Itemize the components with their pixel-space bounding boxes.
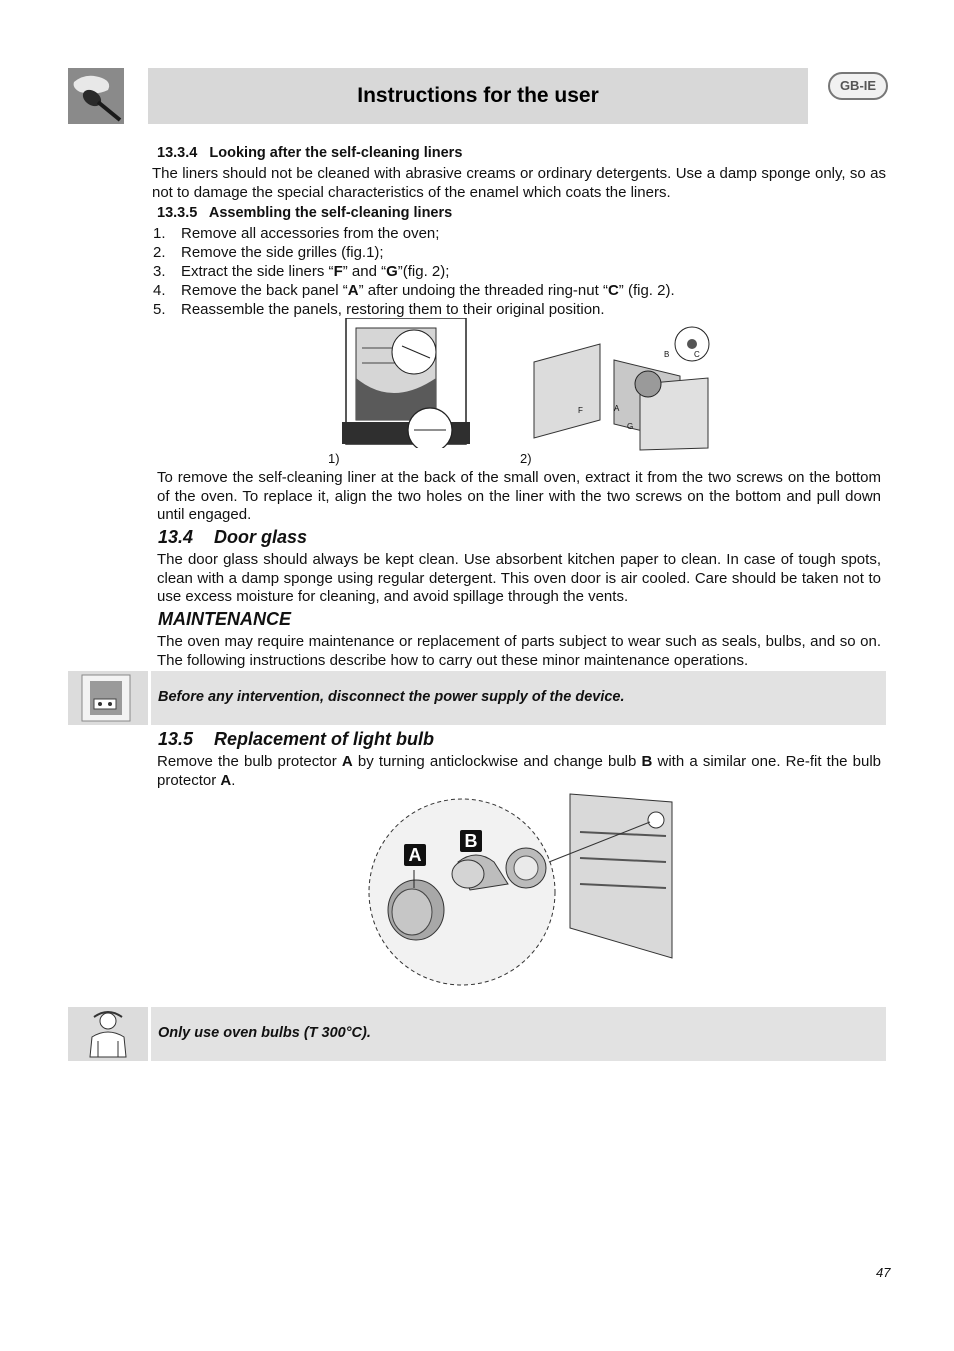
liner-back-text: To remove the self-cleaning liner at the back of the small oven, extract it from the two screws on the bottom of the oven. To replace it, align the two holes on the liner with the two screws on the bottom and pull down until engaged. xyxy=(157,469,881,523)
bulb-replacement-illustration xyxy=(366,792,674,992)
label-g: G xyxy=(627,422,634,431)
maintenance-text: The oven may require maintenance or replacement of parts subject to wear such as seals, bulbs, and so on. The following instructions describe how to carry out these minor maintenance operations. xyxy=(157,633,881,669)
bulb-warning-text: Only use oven bulbs (T 300°C). xyxy=(158,1025,371,1041)
technician-icon xyxy=(68,1007,148,1061)
bulb-protector-label-a: A xyxy=(408,845,422,865)
section-13-4-heading: 13.4 Door glass xyxy=(158,527,308,547)
maintenance-heading: MAINTENANCE xyxy=(158,609,291,629)
power-warning-box xyxy=(68,671,886,725)
side-liners-illustration xyxy=(530,324,714,452)
list-item: 4. Remove the back panel “A” after undoing the threaded ring-nut “C” (fig. 2). xyxy=(153,282,675,299)
chef-spoon-icon xyxy=(68,68,124,124)
header-bar xyxy=(148,68,808,124)
bulb-warning-box xyxy=(68,1007,886,1061)
assembly-steps-list xyxy=(153,224,675,319)
section-13-5-text: Remove the bulb protector A by turning anticlockwise and change bulb B with a similar one. Re-fit the bulb protector A. xyxy=(157,753,882,789)
label-a: A xyxy=(614,404,620,413)
oven-interior-illustration xyxy=(342,318,470,448)
section-13-3-4-text: The liners should not be cleaned with abrasive creams or ordinary detergents. Use a damp sponge only, so as not to damage the special characteristics of the enamel which coats the liners. xyxy=(152,165,886,201)
list-item: 1. Remove all accessories from the oven; xyxy=(153,225,440,242)
bulb-label-b: B xyxy=(464,831,478,851)
label-c: C xyxy=(694,350,700,359)
warning-icon-cell xyxy=(68,671,151,725)
warning-icon-cell xyxy=(68,1007,151,1061)
figure-1-label: 1) xyxy=(328,451,340,466)
section-13-5-heading: 13.5 Replacement of light bulb xyxy=(158,729,435,749)
list-item: 5. Reassemble the panels, restoring them to their original position. xyxy=(153,301,605,318)
figure-2-side-liners xyxy=(530,324,714,452)
page-number: 47 xyxy=(876,1265,891,1280)
section-13-3-5-heading: 13.3.5 Assembling the self-cleaning liners xyxy=(157,205,453,221)
list-item: 3. Extract the side liners “F” and “G”(fig. 2); xyxy=(153,263,450,280)
brand-logo xyxy=(68,68,124,124)
light-bulb-figure xyxy=(366,792,674,992)
power-warning-text: Before any intervention, disconnect the power supply of the device. xyxy=(158,689,625,705)
list-item: 2. Remove the side grilles (fig.1); xyxy=(153,244,384,261)
page-title: Instructions for the user xyxy=(357,84,599,107)
label-f: F xyxy=(578,406,583,415)
section-13-4-text: The door glass should always be kept clean. Use absorbent kitchen paper to clean. In case of tough spots, clean with a damp sponge using regular detergent. This oven door is air cooled. Care should be taken not to use excess moisture for cleaning, and avoid spillage through the vents. xyxy=(157,551,881,605)
figure-1-oven-grilles xyxy=(342,318,470,448)
power-socket-icon xyxy=(68,671,148,725)
language-badge: GB-IE xyxy=(828,72,888,100)
figure-2-label: 2) xyxy=(520,451,532,466)
section-13-3-4-heading: 13.3.4 Looking after the self-cleaning liners xyxy=(157,145,463,161)
label-b: B xyxy=(664,350,670,359)
